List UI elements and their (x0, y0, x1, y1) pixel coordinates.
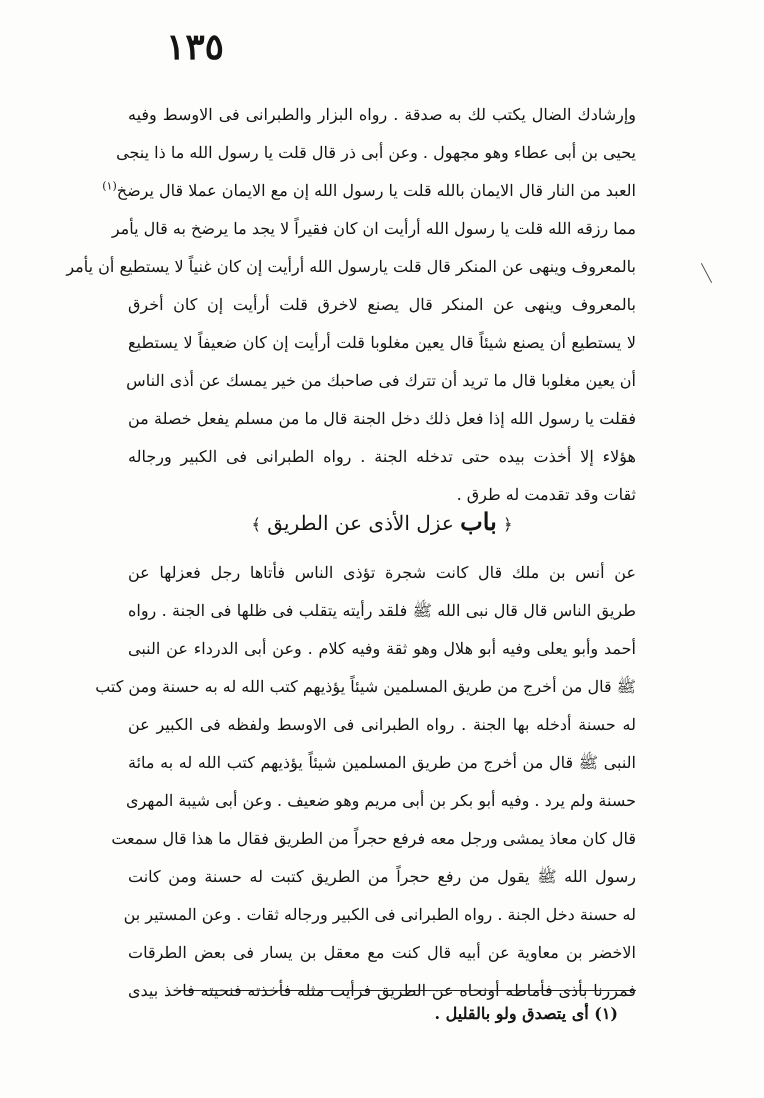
text-line: النبى ﷺ قال من أخرج من طريق المسلمين شيئاً يؤذيهم كتب الله له به مائة (128, 753, 636, 772)
margin-pencil-mark (701, 263, 712, 283)
text-line: فمررنا بأذى فأماطه أونحاه عن الطريق فرأيت مثله فأخذته فنحيته فاخذ بيدى (128, 981, 636, 1000)
text-line: يحيى بن أبى عطاء وهو مجهول . وعن أبى ذر قال قلت يا رسول الله ما ذا ينجى (116, 143, 636, 162)
footnote-divider (174, 990, 636, 991)
text-line: رسول الله ﷺ يقول من رفع حجراً من الطريق كتبت له حسنة ومن كانت (128, 867, 636, 886)
text-line: بالمعروف وينهى عن المنكر قال قلت يارسول الله أرأيت إن كان غنياً لا يستطيع أن يأمر (66, 257, 636, 276)
footnote: (١) أى يتصدق ولو بالقليل . (434, 1004, 618, 1023)
text-line: له حسنة دخل الجنة . رواه الطبرانى فى الكبير ورجاله ثقات . وعن المستير بن (123, 905, 636, 924)
page-number: ١٣٥ (165, 26, 224, 68)
text-line: أن يعين مغلوبا قال ما تريد أن تترك فى صاحبك من خير يمسك عن أذى الناس (126, 371, 636, 390)
heading-ornament-close: ﴾ (251, 515, 261, 534)
text-line: طريق الناس قال قال نبى الله ﷺ فلقد رأيته يتقلب فى ظلها فى الجنة . رواه (128, 601, 636, 620)
top-text-block (66, 96, 636, 514)
text-line: له حسنة أدخله بها الجنة . رواه الطبرانى فى الاوسط ولفظه فى الكبير عن (128, 715, 636, 734)
line-text: العبد من النار قال الايمان بالله قلت يا رسول الله إن مع الايمان عملا قال يرضخ (116, 181, 636, 200)
heading-ornament-open: ﴿ (503, 515, 513, 534)
text-line: هؤلاء إلا أخذت بيده حتى تدخله الجنة . رواه الطبرانى فى الكبير ورجاله (128, 447, 636, 466)
chapter-heading (128, 504, 636, 543)
text-line: عن أنس بن ملك قال كانت شجرة تؤذى الناس فأتاها رجل فعزلها عن (128, 563, 636, 582)
text-line: فقلت يا رسول الله إذا فعل ذلك دخل الجنة قال ما من مسلم يفعل خصلة من (128, 409, 636, 428)
footnote-ref: (١) (102, 179, 117, 193)
text-line: مما رزقه الله قلت يا رسول الله أرأيت ان كان فقيراً لا يجد ما يرضخ به قال يأمر (111, 219, 636, 238)
heading-bab: باب (460, 507, 497, 536)
text-line: قال كان معاذ يمشى ورجل معه فرفع حجراً من الطريق فقال ما هذا قال سمعت (111, 829, 636, 848)
bottom-text-block (95, 554, 636, 1010)
text-line: بالمعروف وينهى عن المنكر قال يصنع لاخرق قلت أرأيت إن كان أخرق (128, 295, 636, 314)
heading-title: عزل الأذى عن الطريق (267, 511, 454, 535)
text-line: أحمد وأبو يعلى وفيه أبو هلال وهو ثقة وفيه كلام . وعن أبى الدرداء عن النبى (128, 639, 636, 658)
text-line: ﷺ قال من أخرج من طريق المسلمين شيئاً يؤذيهم كتب الله له به حسنة ومن كتب (95, 677, 636, 696)
text-line: وإرشادك الضال يكتب لك به صدقة . رواه البزار والطبرانى فى الاوسط وفيه (128, 105, 636, 124)
text-line: الاخضر بن معاوية عن أبيه قال كنت مع معقل بن يسار فى بعض الطرقات (128, 943, 636, 962)
text-line: حسنة ولم يرد . وفيه أبو بكر بن أبى مريم وهو ضعيف . وعن أبى شيبة المهرى (126, 791, 636, 810)
text-line (102, 172, 636, 210)
text-line: لا يستطيع أن يصنع شيئاً قال يعين مغلوبا قلت أرأيت إن كان ضعيفاً لا يستطيع (128, 333, 636, 352)
text-line: ثقات وقد تقدمت له طرق . (456, 485, 636, 504)
